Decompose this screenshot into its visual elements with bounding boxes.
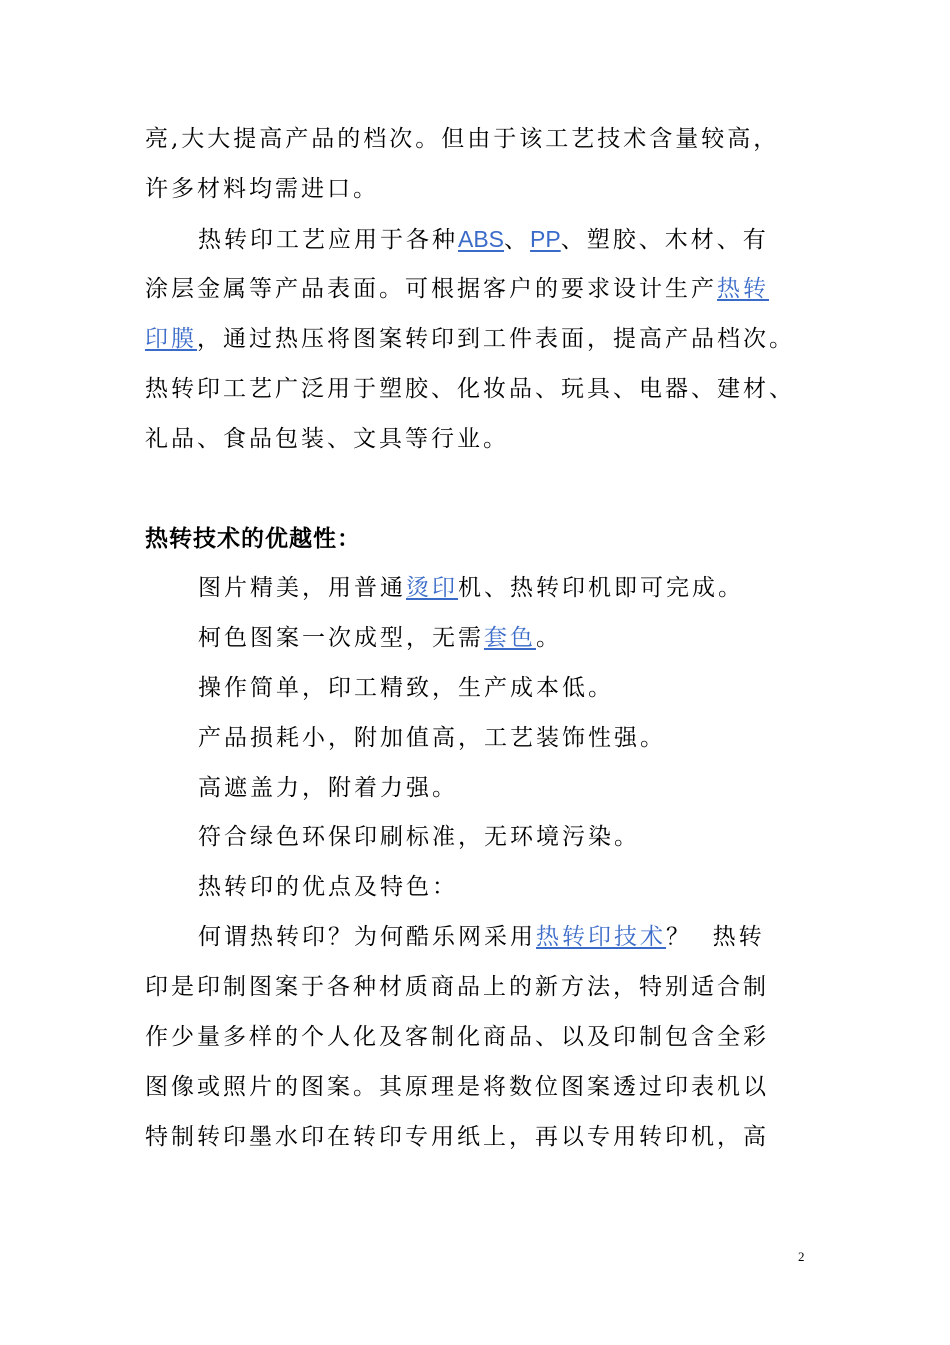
paragraph-1-line-2: 许多材料均需进口。 — [145, 176, 379, 202]
advantage-text: 机、热转印机即可完成。 — [458, 575, 744, 601]
advantage-text: 柯色图案一次成型，无需 — [198, 625, 484, 651]
heat-transfer-technology-link[interactable]: 热转印技术 — [536, 924, 666, 950]
paragraph-2-line-3 — [145, 324, 795, 354]
paragraph-2-text: ，通过热压将图案转印到工件表面，提高产品档次。 — [197, 326, 795, 352]
paragraph-2-line-2 — [145, 274, 769, 304]
abs-link[interactable]: ABS — [458, 226, 505, 252]
explanation-line-5: 特制转印墨水印在转印专用纸上，再以专用转印机，高 — [145, 1124, 769, 1150]
explanation-text: ？ 热转 — [666, 924, 765, 950]
paragraph-1-line-1: 亮,大大提高产品的档次。但由于该工艺技术含量较高， — [145, 126, 780, 152]
advantage-item: 操作简单，印工精致，生产成本低。 — [198, 675, 614, 701]
separator-text: 、 — [504, 227, 531, 253]
paragraph-2-text: 、塑胶、木材、有 — [560, 227, 769, 253]
explanation-line-4: 图像或照片的图案。其原理是将数位图案透过印表机以 — [145, 1074, 769, 1100]
advantage-item — [198, 573, 744, 603]
pp-link[interactable]: PP — [530, 226, 561, 252]
heat-transfer-film-link[interactable]: 印膜 — [145, 326, 197, 352]
advantage-item: 符合绿色环保印刷标准，无环境污染。 — [198, 824, 640, 850]
explanation-text: 何谓热转印？为何酷乐网采用 — [198, 924, 536, 950]
explanation-line-2: 印是印制图案于各种材质商品上的新方法，特别适合制 — [145, 974, 769, 1000]
explanation-line-3: 作少量多样的个人化及客制化商品、以及印制包含全彩 — [145, 1024, 769, 1050]
advantage-item: 热转印的优点及特色： — [198, 874, 458, 900]
paragraph-2-text: 涂层金属等产品表面。可根据客户的要求设计生产 — [145, 276, 717, 302]
paragraph-2-line-5: 礼品、食品包装、文具等行业。 — [145, 426, 509, 452]
page-number: 2 — [798, 1249, 805, 1264]
color-registration-link[interactable]: 套色 — [484, 625, 536, 651]
heat-transfer-film-link[interactable]: 热转 — [717, 276, 769, 302]
advantage-text: 。 — [536, 625, 562, 651]
paragraph-2-line-1 — [198, 224, 769, 255]
advantage-item: 高遮盖力，附着力强。 — [198, 775, 458, 801]
advantage-text: 图片精美，用普通 — [198, 575, 406, 601]
advantage-item — [198, 623, 562, 653]
hot-stamping-link[interactable]: 烫印 — [406, 575, 458, 601]
advantage-item: 产品损耗小，附加值高，工艺装饰性强。 — [198, 725, 666, 751]
paragraph-2-line-4: 热转印工艺广泛用于塑胶、化妆品、玩具、电器、建材、 — [145, 376, 795, 402]
explanation-line-1 — [198, 922, 765, 952]
section-heading: 热转技术的优越性： — [145, 526, 361, 552]
paragraph-2-text: 热转印工艺应用于各种 — [198, 227, 458, 253]
